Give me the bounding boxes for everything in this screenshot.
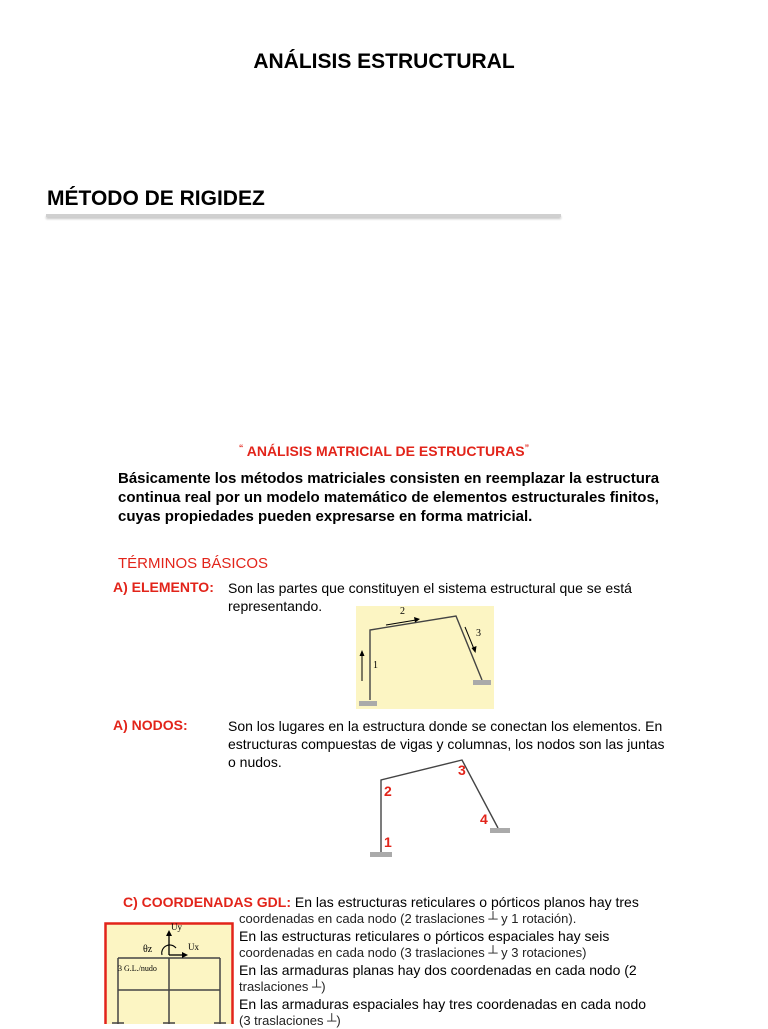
gdl-line-6: traslaciones ┴): [239, 979, 326, 994]
element-label-2: 2: [400, 606, 405, 617]
node-label-1: 1: [384, 834, 392, 850]
close-quote: ”: [524, 443, 530, 453]
gdl-line-4: coordenadas en cada nodo (3 traslaciones ┴ y 3 rotaciones): [239, 945, 587, 960]
elemento-description: Son las partes que constituyen el sistema estructural que se está representando.: [228, 580, 632, 614]
gdl-line-7: En las armaduras espaciales hay tres coordenadas en cada nodo: [239, 996, 647, 1012]
intro-paragraph: Básicamente los métodos matriciales consisten en reemplazar la estructura continua real por un modelo matemático de elementos estructurales finitos, cuyas propiedades pueden expresarse en forma matricial.: [118, 470, 660, 525]
element-frame-figure: [356, 606, 494, 709]
subtitle-text: ANÁLISIS MATRICIAL DE ESTRUCTURAS: [246, 443, 525, 459]
uy-label: Uy: [171, 922, 182, 932]
subtitle: [0, 443, 768, 459]
page-title: ANÁLISIS ESTRUCTURAL: [253, 50, 515, 73]
gdl-line-5: En las armaduras planas hay dos coordenadas en cada nodo (2: [239, 962, 637, 978]
section-title: MÉTODO DE RIGIDEZ: [47, 187, 265, 210]
gdl-line-1: En las estructuras reticulares o pórticos planos hay tres: [294, 894, 639, 910]
nodos-description: Son los lugares en la estructura donde se conectan los elementos. En estructuras compuestas de vigas y columnas, los nodos son las juntas o nudos.: [228, 718, 665, 770]
elemento-label: A) ELEMENTO:: [113, 579, 214, 595]
terms-heading: TÉRMINOS BÁSICOS: [118, 555, 269, 572]
gdl-line-8: (3 traslaciones ┴): [239, 1013, 341, 1028]
node-label-2: 2: [384, 783, 392, 799]
theta-label: θz: [143, 944, 153, 955]
gdl-frame-figure: [104, 922, 234, 1024]
gdl-label: C) COORDENADAS GDL:: [123, 894, 291, 910]
nodos-label: A) NODOS:: [113, 717, 188, 733]
node-label-3: 3: [458, 762, 466, 778]
open-quote: “: [238, 443, 244, 453]
ux-label: Ux: [188, 942, 199, 952]
gdl-caption: 3 G.L./nudo: [118, 964, 157, 973]
gdl-line-3: En las estructuras reticulares o pórticos espaciales hay seis: [239, 928, 610, 944]
section-divider: [46, 214, 561, 217]
element-label-3: 3: [476, 628, 481, 639]
element-label-1: 1: [373, 660, 378, 671]
gdl-line-2: coordenadas en cada nodo (2 traslaciones ┴ y 1 rotación).: [239, 911, 577, 926]
node-label-4: 4: [480, 811, 488, 827]
